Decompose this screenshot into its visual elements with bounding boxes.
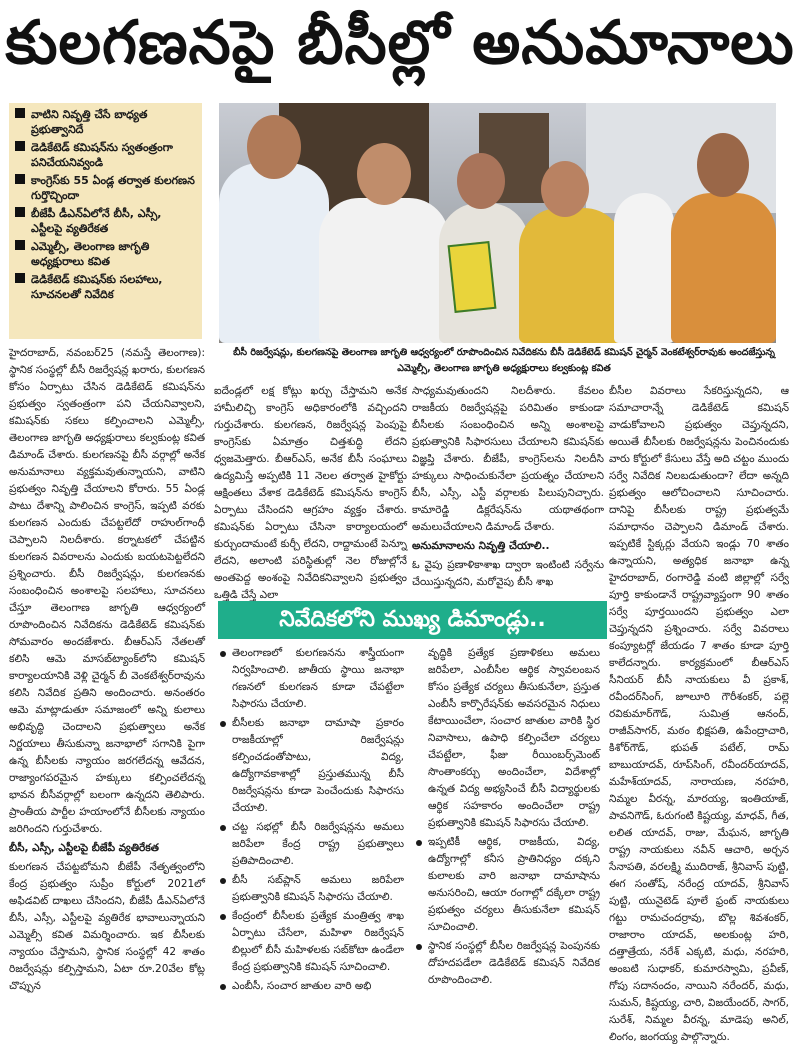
highlights-box xyxy=(9,103,202,339)
demands-list xyxy=(218,645,404,995)
demands-column-right xyxy=(414,645,600,991)
square-bullet-icon xyxy=(15,240,25,250)
square-bullet-icon xyxy=(15,174,25,184)
demand-item: ఎంబీసీ, సంచార జాతుల వారి అభి xyxy=(218,978,404,995)
article-paragraph: సాధ్యమవుతుందని నిలదీశారు. కేవలం రాజకీయ రిజర్వేషన్లపై పరిమితం కాకుండా బీసీలకు సంబంధించిన అన్ని అంశాలపై ప్రభుత్వానికి సిఫారసులు చేయాలని కమిషన్‌కు విజ్ఞప్తి చేశారు. బీజేపీ, కాంగ్రెస్‌లను నిలదీసి హక్కులు సాధించుకునేలా ప్రయత్నం చేయాలని బీసీ, ఎస్సీ, ఎస్టీ వర్గాలకు పిలుపునిచ్చారు. కామారెడ్డి డిక్లరేషన్‌ను యథాతథంగా అమలుచేయాలని డిమాండ్ చేశారు. xyxy=(412,385,604,533)
highlights-list xyxy=(15,107,196,302)
article-column-3 xyxy=(412,383,604,595)
article-subheading: బీసీ, ఎస్సీ, ఎస్టీలపై బీజేపీ వ్యతిరేకత xyxy=(9,842,159,854)
photo-person-head xyxy=(457,153,505,209)
bullet-dot-icon xyxy=(220,914,226,920)
demand-item: చట్ట సభల్లో బీసీ రిజర్వేషన్లను అమలు జరిపేలా కేంద్ర రాష్ట్ర ప్రభుత్వాలు ప్రతిపాదించాలి. xyxy=(218,819,404,870)
demand-item: కేంద్రంలో బీసీలకు ప్రత్యేక మంత్రిత్వ శాఖ ఏర్పాటు చేసేలా, మహిళా రిజర్వేషన్ బిల్లులో బీసీ మహిళలకు సబ్‌కోటా ఉండేలా కేంద్ర ప్రభుత్వానికి కమిషన్ సూచించాలి. xyxy=(218,908,404,976)
highlight-item: డెడికేటెడ్ కమిషన్‌ను స్వతంత్రంగా పనిచేయనివ్వండి xyxy=(15,140,196,170)
square-bullet-icon xyxy=(15,273,25,283)
photo-person xyxy=(614,193,674,343)
demand-item: బీసీలకు జనాభా దామాషా ప్రకారం రాజకీయాల్లో రిజర్వేషన్లు కల్పించడంతోపాటు, విద్య, ఉద్యోగావకాశాల్లో ప్రస్తుతమున్న బీసీ రిజర్వేషన్లను కూడా పెంచేందుకు సిఫారసు చేయాలి. xyxy=(218,715,404,817)
bullet-dot-icon xyxy=(220,878,226,884)
photo-person-head xyxy=(247,115,301,179)
article-paragraph: కులగణన చేపట్టబోమని బీజేపీ నేతృత్వంలోని కేంద్ర ప్రభుత్వం సుప్రీం కోర్టులో 2021లో అఫిడవిట్ దాఖలు చేసిందని, బీజేపీ డీఎన్‌ఏలోనే బీసీ, ఎస్సీ, ఎస్టీలపై వ్యతిరేక భావాలున్నాయని ఎమ్మెల్సీ కవిత విమర్శించారు. ఇక బీసీలకు న్యాయం చేస్తామని, స్థానిక సంస్థల్లో 42 శాతం రిజర్వేషన్లు కల్పిస్తామని, ఏటా రూ.20వేల కోట్ల చొప్పున xyxy=(9,861,205,992)
article-paragraph: హైదరాబాద్, నవంబర్25 (నమస్తే తెలంగాణ): స్థానిక సంస్థల్లో బీసీ రిజర్వేషన్ల ఖరారు, కులగణన కోసం ఏర్పాటు చేసిన డెడికేటెడ్ కమిషన్‌ను ప్రభుత్వం స్వతంత్రంగా పని చేయనివ్వాలని, కమిషన్‌కు సకలు కల్పించాలని ఎమ్మెల్సీ, తెలంగాణ జాగృతి అధ్యక్షురాలు కల్వకుంట్ల కవిత డిమాండ్ చేశారు. కులగణనపై బీసీ వర్గాల్లో అనేక అనుమానాలు వ్యక్తమవుతున్నాయని, వాటిని ప్రభుత్వం నివృత్తి చేయాలని కోరారు. 55 ఏండ్ల పాటు దేశాన్ని పాలించిన కాంగ్రెస్, ఇప్పటి వరకు కులగణన ఎందుకు చేపట్టలేదో రాహుల్‌గాంధీ చెప్పాలని నిలదీశారు. కర్నాటకలో చేపట్టిన కులగణన వివరాలను ఎందుకు బయటపెట్టలేదని ప్రశ్నించారు. బీసీ రిజర్వేషన్లు, కులగణనకు సంబంధించిన అంశాలపై సలహాలు, సూచనలు చేస్తూ తెలంగాణ జాగృతి ఆధ్వర్యంలో రూపొందించిన నివేదికను డెడికేటెడ్ కమిషన్‌కు సోమవారం అందజేశారు. బీఆర్‌ఎస్ నేతలతో కలిసి ఆమె మాసబ్‌ట్యాంక్‌లోని కమిషన్ కార్యాలయానికి వెళ్లి చైర్మన్ బీ వెంకటేశ్వర్‌రావును కలిసి నివేదిక ప్రతిని అందించారు. అనంతరం ఆమె మాట్లాడుతూ సమాజంలో అన్ని కులాలు అభివృద్ధి చెందాలని ప్రభుత్వాలు అనేక నిర్ణయాలు తీసుకున్నా జనాభాలో సగానికి పైగా ఉన్న బీసీలకు న్యాయం జరగలేదన్న ఆవేదన, రాజ్యాంగపరమైన హక్కులు కల్పించలేదన్న భావన బీసీవర్గాల్లో బలంగా ఉన్నదని తెలిపారు. ప్రాంతీయ పార్టీల హయాంలోనే బీసీలకు న్యాయం జరిగిందని గుర్తుచేశారు. xyxy=(9,347,205,835)
square-bullet-icon xyxy=(15,108,25,118)
bullet-dot-icon xyxy=(416,840,422,846)
photo-person-head xyxy=(357,143,411,205)
demand-item: తెలంగాణలో కులగణనను శాస్త్రీయంగా నిర్వహించాలి. జాతీయ స్థాయి జనాభా గణనలో కులగణన కూడా చేపట్టేలా సిఫారసు చేయాలి. xyxy=(218,645,404,713)
article-paragraph: బీసీల వివరాలు సేకరిస్తున్నదని, ఆ సమాచారాన్నే డెడికేటెడ్ కమిషన్ వాడుకోవాలని ప్రభుత్వం చెప్తున్నదని, అయితే బీసీలకు రిజర్వేషన్లను పెంచినందుకు వారు కోర్టులో కేసులు వేస్తే అది చట్టం ముందు సర్వే నివేదిక నిలబడుతుందా? లేదా అన్నది ప్రభుత్వం ఆలోచించాలని సూచించారు. దానిపై బీసీలకు రాష్ట్ర ప్రభుత్వమే సమాధానం చెప్పాలని డిమాండ్ చేశారు. ఇప్పటికే స్టిక్కర్లు వేయని ఇండ్లు 70 శాతం ఉన్నాయని, అత్యధిక జనాభా ఉన్న హైదరాబాద్, రంగారెడ్డి వంటి జిల్లాల్లో సర్వే పూర్తి కాకుండానే రాష్ట్రవ్యాప్తంగా 90 శాతం సర్వే పూర్తయిందని ప్రభుత్వం ఎలా చెప్తున్నదని ప్రశ్నించారు. సర్వే వివరాలు కంప్యూటర్లో జేయడం 7 శాతం కూడా పూర్తి కాలేదన్నారు. కార్యక్రమంలో బీఆర్‌ఎస్ సీనియర్ బీసీ నాయకులు వీ ప్రకాశ్, రవీందర్‌సింగ్, జూలూరి గౌరీశంకర్, పల్లె రవికుమార్‌గౌడ్, సుమిత్ర ఆనంద్, రాజీవ్‌సాగర్, మఠం భిక్షపతి, ఉపేంద్రాచారి, కిశోర్‌గౌడ్, భుపత్ పటేల్, రామ్ బాబుయాదవ్, రూప్‌సింగ్, రవీందర్‌యాదవ్, మహేశ్‌యాదవ్, నారాయణ, నరహరి, నిమ్మల వీరన్న, మారయ్య, ఇంతియాజ్, పావనిగౌడ్, ఓరుగంటి కిష్టయ్య, మాధవ్, గీత, లలిత యాదవ్, రాజు, మేఘన, జాగృతి రాష్ట్ర నాయకులు నవీన్ ఆచారి, అర్చన సేనాపతి, వరలక్ష్మి ముదిరాజ్, శ్రీనివాస్ పుట్టి, ఈగ సంతోష్, నరేంద్ర యాదవ్, శ్రీనివాస్ పుట్టి, యునైటెడ్ పూలే ఫ్రంట్ నాయకులు గట్టు రామచందర్రావు, బొల్ల శివశంకర్, రాజారాం యాదవ్, అలకుంట్ల హరి, దత్తాత్రేయ, నరేశ్ ఎక్కటి, మధు, నరహరి, అంబటి సుధాకర్, కుమారస్వామి, ప్రవీణ్, గోపు సదానందం, నాయిని నరేందర్, మధు, సుమన్, కిష్టయ్య, చారి, విజయేందర్, సాగర్, సురేశ్, నిమ్మల వీరన్న, మాడెపు అనిల్, లింగం, జంగయ్య పాల్గొన్నారు. xyxy=(609,385,789,1043)
demands-list xyxy=(414,645,600,989)
bullet-dot-icon xyxy=(220,984,226,990)
demands-box xyxy=(218,601,607,1005)
photo-caption: బీసీ రిజర్వేషన్లు, కులగణనపై తెలంగాణ జాగృతి ఆధ్వర్యంలో రూపొందించిన నివేదికను బీసీ డెడికేటెడ్ కమిషన్ చైర్మన్ వెంకటేశ్వర్‌రావుకు అందజేస్తున్న ఎమ్మెల్సీ, తెలంగాణ జాగృతి అధ్యక్షురాలు కల్వకుంట్ల కవిత xyxy=(233,347,775,374)
bullet-dot-icon xyxy=(416,944,422,950)
bullet-dot-icon xyxy=(220,651,226,657)
highlight-item: డెడికేటెడ్ కమిషన్‌కు సలహాలు, సూచనలతో నివేదిక xyxy=(15,272,196,302)
highlight-item: కాంగ్రెస్‌కు 55 ఏండ్ల తర్వాత కులగణన గుర్తొచ్చిందా xyxy=(15,173,196,203)
demands-column-left xyxy=(218,645,404,997)
highlight-item: వాటిని నివృత్తి చేసే బాధ్యత ప్రభుత్వానిదే xyxy=(15,107,196,137)
photo-person-head xyxy=(541,161,589,217)
square-bullet-icon xyxy=(15,207,25,217)
article-subheading: అనుమానాలను నివృత్తి చేయాలి.. xyxy=(412,540,550,552)
report-booklet xyxy=(448,241,497,313)
demand-item: ఇప్పటికీ ఆర్థిక, రాజకీయ, విద్య, ఉద్యోగాల్లో కనీస ప్రాతినిధ్యం దక్కని కులాలకు వారి జనాభా దామాషాను అనుసరించి, ఆయా రంగాల్లో దక్కేలా రాష్ట్ర ప్రభుత్వం చర్యలు తీసుకునేలా కమిషన్ సూచించాలి. xyxy=(414,834,600,936)
demands-body xyxy=(218,639,607,1005)
highlight-item: బీజేపీ డీఎన్‌ఏలోనే బీసీ, ఎస్సీ, ఎస్టీలపై వ్యతిరేకత xyxy=(15,206,196,236)
square-bullet-icon xyxy=(15,141,25,151)
photo-person xyxy=(519,208,624,343)
article-column-4 xyxy=(609,383,789,1043)
headline: కులగణనపై బీసీల్లో అనుమానాలు xyxy=(5,8,795,78)
demand-item: స్థానిక సంస్థల్లో బీసీల రిజర్వేషన్ల పెంపునకు దోహదపడేలా డెడికేటెడ్ కమిషన్ నివేదిక రూపొందించాలి. xyxy=(414,938,600,989)
article-column-2 xyxy=(214,383,407,601)
article-paragraph: ఐదేండ్లలో లక్ష కోట్లు ఖర్చు చేస్తామని అనేక హామీలిచ్చి కాంగ్రెస్ అధికారంలోకి వచ్చిందని గుర్తుచేశారు. కులగణన, రిజర్వేషన్ల పెంపుపై కాంగ్రెస్‌కు ఏమాత్రం చిత్తశుద్ధి లేదని ధ్వజమెత్తారు. బీఆర్‌ఎస్, అనేక బీసీ సంఘాలు ఉద్యమిస్తే అప్పటికి 11 నెలల తర్వాత హైకోర్టు ఆక్షింతలు వేశాక డెడికేటెడ్ కమిషన్‌ను కాంగ్రెస్ ఏర్పాటు చేసిందని ఆగ్రహం వ్యక్తం చేశారు. కమిషన్‌కు ఏర్పాటు చేసినా కార్యాలయంలో కుర్చుందామంటే కుర్చీ లేదని, రాద్దామంటే పెన్నూ లేదని, అలాంటి పరిస్థితుల్లో నెల రోజుల్లోనే అంతపెద్ద అంశంపై నివేదికనివ్వాలని ప్రభుత్వం ఒత్తిడి చేస్తే ఎలా xyxy=(214,385,407,601)
photo-person xyxy=(319,198,449,343)
article-paragraph: ఓ వైపు ప్రణాళికాశాఖ ద్వారా ఇంటింటి సర్వేను చేయిస్తున్నదని, మరోవైపు బీసీ శాఖ xyxy=(412,559,604,588)
demands-title: నివేదికలోని ముఖ్య డిమాండ్లు.. xyxy=(218,601,607,639)
demand-item: బీసీ సబ్‌ప్లాన్ అమలు జరిపేలా ప్రభుత్వానికి కమిషన్ సిఫారసు చేయాలి. xyxy=(218,872,404,906)
article-column-1 xyxy=(9,345,205,1005)
bullet-dot-icon xyxy=(220,721,226,727)
demand-item: వృద్ధికి ప్రత్యేక ప్రణాళికలు అమలు జరిపేలా, ఎంబీసీల ఆర్థిక స్వావలంబన కోసం ప్రత్యేక చర్యలు తీసుకునేలా, ప్రస్తుత ఎంబీసీ కార్పొరేషన్‌కు అవసరమైన నిధులు కేటాయించేలా, సంచార జాతుల వారికి స్థిర నివాసాలు, ఉపాధి కల్పించేలా చర్యలు చేపట్టేలా, ఫీజు రీయింబర్స్‌మెంట్ సొంతాంకర్చు అందించేలా, విదేశాల్లో ఉన్నత విద్య అభ్యసించే బీసీ విద్యార్థులకు ఆర్థిక సహకారం అందించేలా రాష్ట్ర ప్రభుత్వానికి కమిషన్ సిఫారసు చేయాలి. xyxy=(428,647,600,829)
highlight-item: ఎమ్మెల్సీ, తెలంగాణ జాగృతి అధ్యక్షురాలు కవిత xyxy=(15,239,196,269)
news-photo xyxy=(219,103,776,343)
photo-person-head xyxy=(697,133,749,197)
bullet-dot-icon xyxy=(220,825,226,831)
photo-person xyxy=(219,163,329,343)
photo-person xyxy=(671,193,776,343)
